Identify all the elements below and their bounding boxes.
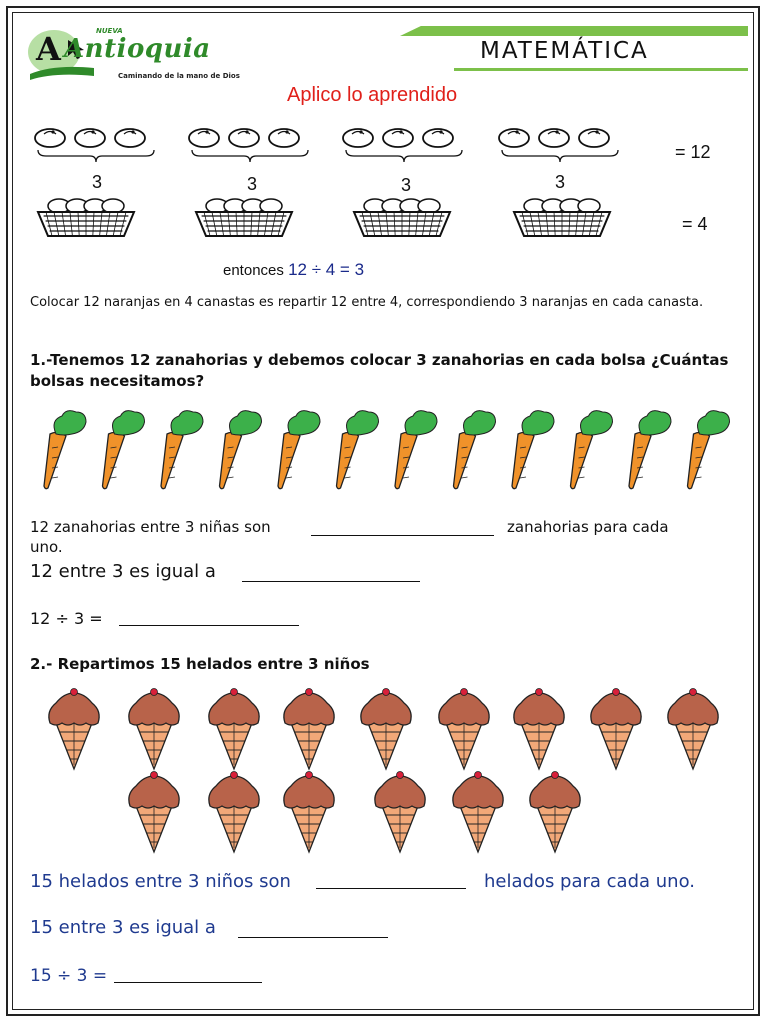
ice-cream-icon	[530, 772, 580, 853]
conclusion-expression: 12 ÷ 4 = 3	[288, 260, 365, 279]
exercise-1-line-3: 12 ÷ 3 =	[30, 609, 103, 628]
exercise-2-line-1-end: helados para cada uno.	[484, 871, 695, 892]
exercise-2-answer-blank-2[interactable]	[238, 937, 388, 938]
ice-cream-icon	[284, 772, 334, 853]
ice-cream-icon	[209, 689, 259, 770]
ice-cream-icon	[129, 772, 179, 853]
subject-title: MATEMÁTICA	[480, 38, 649, 64]
ice-cream-icon	[591, 689, 641, 770]
ice-cream-icon	[453, 772, 503, 853]
svg-text:A: A	[36, 30, 61, 68]
ice-cream-icon	[361, 689, 411, 770]
conclusion-prefix: entonces	[223, 262, 284, 279]
ice-cream-icon	[129, 689, 179, 770]
ice-cream-icon	[514, 689, 564, 770]
explanation-paragraph: Colocar 12 naranjas en 4 canastas es repartir 12 entre 4, correspondiendo 3 naranjas en cada canasta.	[30, 295, 704, 310]
exercise-1-question: 1.-Tenemos 12 zanahorias y debemos colocar 3 zanahorias en cada bolsa ¿Cuántas bolsas necesitamos?	[30, 351, 729, 390]
exercise-1-line-1-end: zanahorias para cada	[507, 518, 669, 536]
exercise-1-line-2: 12 entre 3 es igual a	[30, 561, 216, 582]
ice-cream-icon	[209, 772, 259, 853]
ice-cream-icon	[439, 689, 489, 770]
exercise-2-question: 2.- Repartimos 15 helados entre 3 niños	[30, 655, 370, 673]
group-count-1: 3	[92, 172, 103, 192]
exercise-2-answer-blank-3[interactable]	[114, 982, 262, 983]
exercise-2-answer-blank-1[interactable]	[316, 888, 466, 889]
oranges-total: = 12	[675, 142, 711, 162]
group-count-3: 3	[401, 175, 412, 195]
ice-cream-icon	[284, 689, 334, 770]
group-count-2: 3	[247, 174, 258, 194]
logo-small-text: NUEVA	[96, 27, 123, 35]
logo-tagline: Caminando de la mano de Dios	[118, 72, 240, 80]
ice-cream-icon	[49, 689, 99, 770]
ice-cream-icon	[668, 689, 718, 770]
baskets-total: = 4	[682, 214, 708, 234]
exercise-1-line-1-start: 12 zanahorias entre 3 niñas son	[30, 518, 271, 536]
ice-cream-icon	[375, 772, 425, 853]
exercise-2-line-1-start: 15 helados entre 3 niños son	[30, 871, 291, 892]
exercise-2-line-3: 15 ÷ 3 =	[30, 966, 108, 986]
logo-wordmark: Antioquia	[64, 34, 211, 64]
exercise-1-line-1-wrap: uno.	[30, 538, 63, 556]
section-title: Aplico lo aprendido	[287, 84, 458, 106]
exercise-2-line-2: 15 entre 3 es igual a	[30, 917, 216, 938]
group-count-4: 3	[555, 172, 566, 192]
